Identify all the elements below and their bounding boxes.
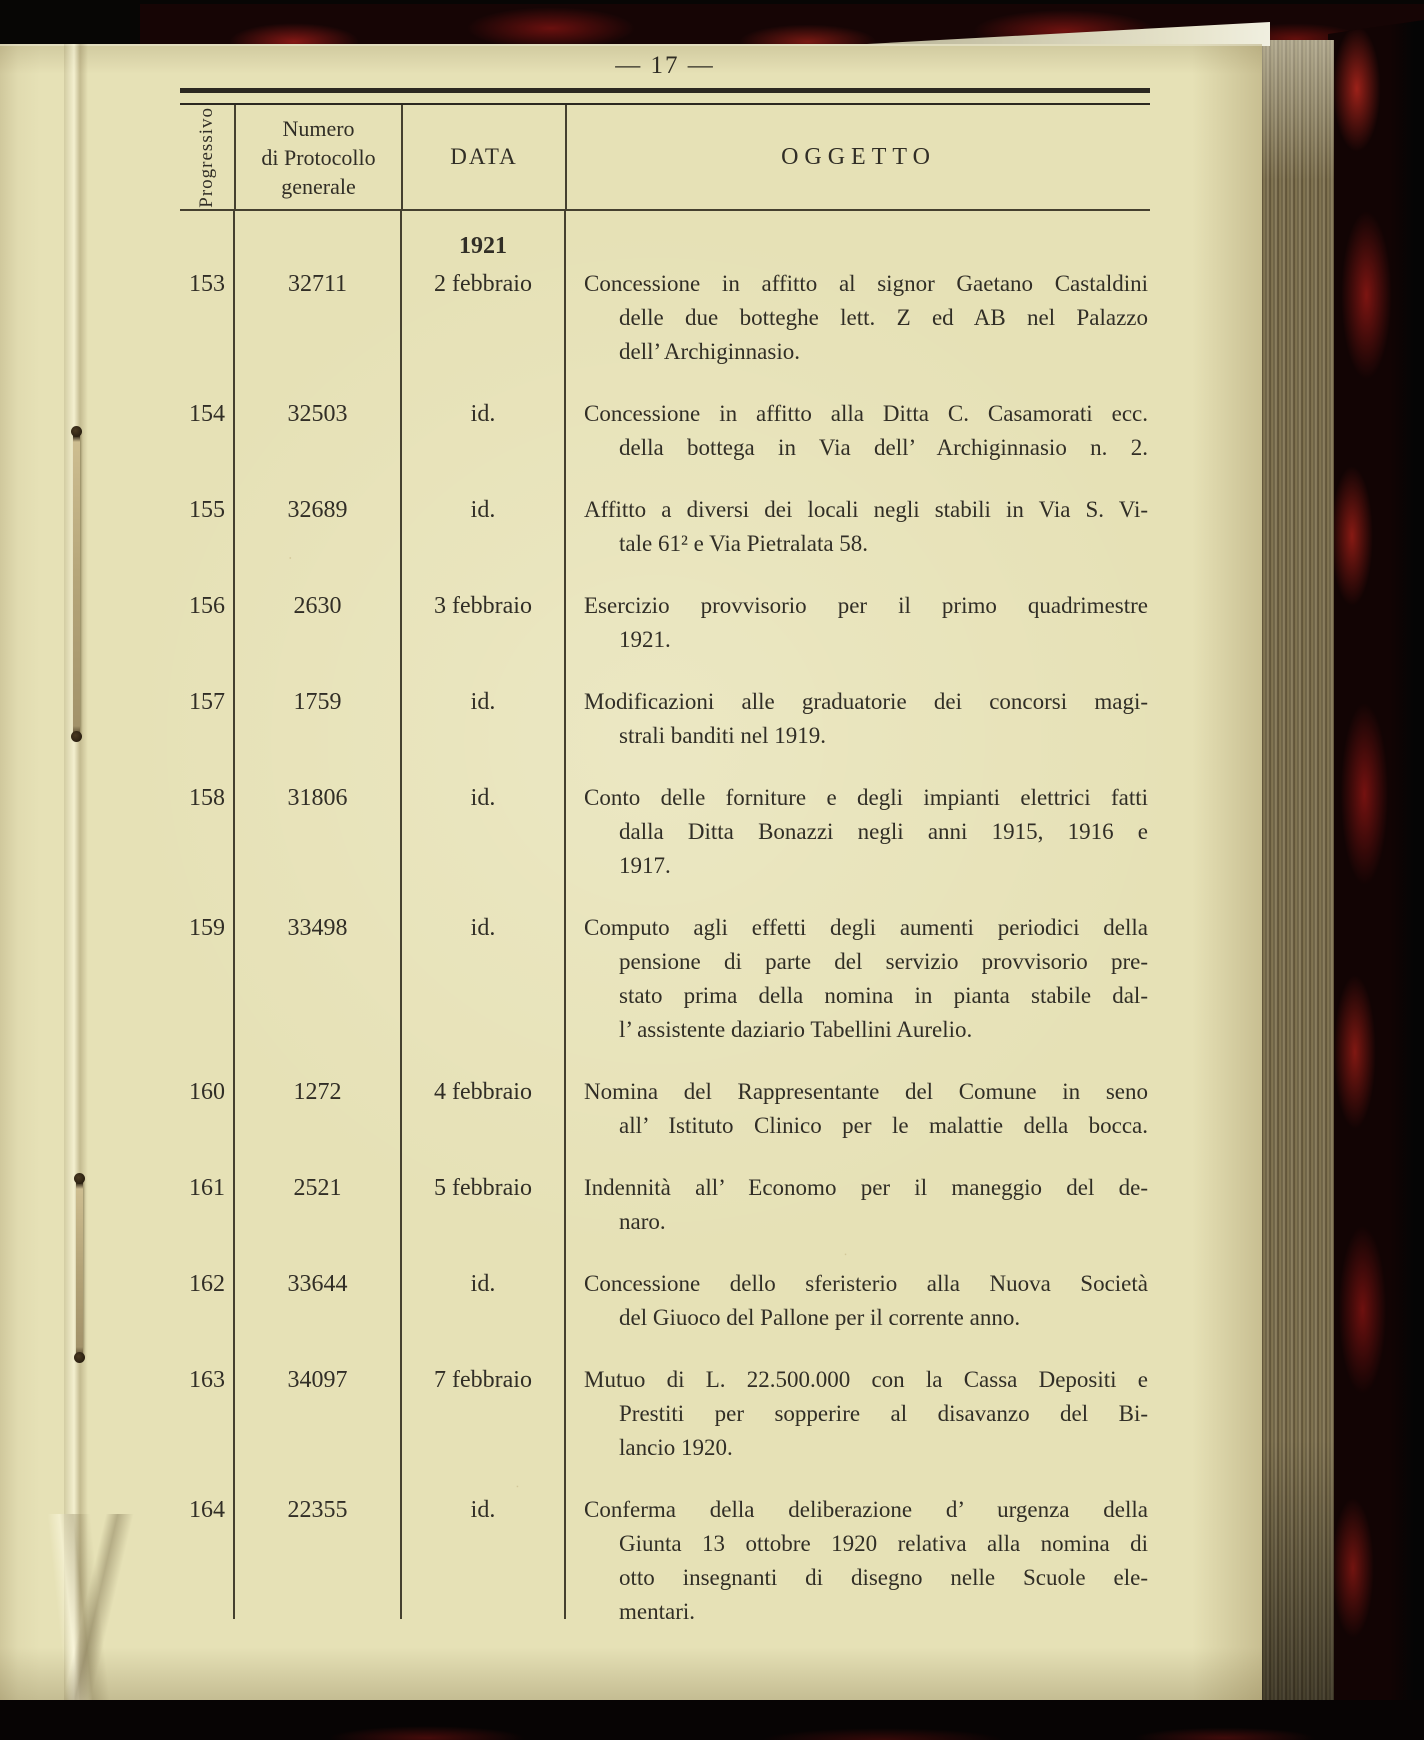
oggetto-line: lancio 1920. (619, 1435, 733, 1460)
cell-progressivo: 154 (189, 401, 225, 427)
binding-crease (64, 44, 90, 1702)
oggetto-line: Concessione in affitto al signor Gaetano Castaldini (584, 271, 1148, 296)
cell-oggetto (565, 1075, 1150, 1143)
rows-container (180, 267, 1150, 1629)
oggetto-line: della bottega in Via dell’ Archiginnasio n. 2. (619, 435, 1148, 460)
table-row (180, 911, 1150, 1047)
table-row (180, 493, 1150, 561)
cell-data: id. (470, 689, 496, 715)
header-protocollo (234, 105, 401, 209)
year-heading-row (180, 229, 1150, 263)
header-protocollo-line: Numero (282, 115, 355, 141)
oggetto-line: mentari. (619, 1599, 695, 1624)
cell-data: 4 febbraio (434, 1079, 532, 1105)
table-row (180, 685, 1150, 753)
oggetto-line: l’ assistente daziario Tabellini Aurelio. (619, 1017, 973, 1042)
cell-data: id. (470, 785, 496, 811)
oggetto-line: 1917. (619, 853, 671, 878)
cell-protocollo: 22355 (287, 1497, 348, 1523)
header-data: DATA (401, 105, 565, 209)
cell-protocollo: 32503 (287, 401, 348, 427)
page-stack-fore-edge (1256, 40, 1334, 1700)
oggetto-line: Nomina del Rappresentante del Comune in seno (584, 1079, 1148, 1104)
register-table (180, 88, 1150, 1637)
cell-progressivo: 157 (189, 689, 225, 715)
table-row (180, 1363, 1150, 1465)
cell-progressivo: 156 (189, 593, 225, 619)
oggetto-line: Mutuo di L. 22.500.000 con la Cassa Depositi e (584, 1367, 1148, 1392)
cell-oggetto (565, 493, 1150, 561)
oggetto-line: Concessione in affitto alla Ditta C. Casamorati ecc. (584, 401, 1148, 426)
oggetto-line: pensione di parte del servizio provvisorio pre- (619, 949, 1148, 974)
cell-protocollo: 34097 (287, 1367, 348, 1393)
cell-oggetto (565, 1267, 1150, 1335)
oggetto-line: stato prima della nomina in pianta stabile dal- (619, 983, 1148, 1008)
table-row (180, 1075, 1150, 1143)
cell-data: 3 febbraio (434, 593, 532, 619)
header-protocollo-line: generale (281, 173, 356, 199)
cell-protocollo: 2521 (293, 1175, 342, 1201)
oggetto-line: delle due botteghe lett. Z ed AB nel Palazzo (619, 305, 1148, 330)
cell-protocollo: 2630 (293, 593, 342, 619)
cell-progressivo: 161 (189, 1175, 225, 1201)
table-row (180, 1171, 1150, 1239)
cell-data: 7 febbraio (434, 1367, 532, 1393)
cell-protocollo: 1272 (293, 1079, 342, 1105)
header-progressivo: Progressivo (196, 106, 217, 208)
cell-progressivo: 162 (189, 1271, 225, 1297)
cell-oggetto (565, 1363, 1150, 1465)
binding-stitch-lower (76, 1177, 83, 1359)
cell-progressivo: 163 (189, 1367, 225, 1393)
table-row (180, 397, 1150, 465)
cell-oggetto (565, 589, 1150, 657)
column-separator-1 (233, 211, 235, 1619)
table-header (180, 105, 1150, 211)
table-row (180, 1267, 1150, 1335)
book-cover-right-board (1328, 20, 1424, 1740)
cell-protocollo: 31806 (287, 785, 348, 811)
cell-progressivo: 158 (189, 785, 225, 811)
cell-protocollo: 1759 (293, 689, 342, 715)
page-number: — 17 — (615, 52, 715, 79)
cell-protocollo: 33644 (287, 1271, 348, 1297)
cell-data: id. (470, 1497, 496, 1523)
book-cover-bottom-edge (0, 1700, 1424, 1740)
cell-oggetto (565, 267, 1150, 369)
oggetto-line: Indennità all’ Economo per il maneggio del de- (584, 1175, 1148, 1200)
table-top-rule (180, 88, 1150, 105)
cell-progressivo: 160 (189, 1079, 225, 1105)
cell-progressivo: 155 (189, 497, 225, 523)
oggetto-line: Affitto a diversi dei locali negli stabili in Via S. Vi- (584, 497, 1148, 522)
page-corner-fold-shadow (18, 1514, 168, 1729)
cell-data: 2 febbraio (434, 271, 532, 297)
cell-data: 5 febbraio (434, 1175, 532, 1201)
oggetto-line: Modificazioni alle graduatorie dei concorsi magi- (584, 689, 1148, 714)
table-row (180, 781, 1150, 883)
oggetto-line: all’ Istituto Clinico per le malattie della bocca. (619, 1113, 1148, 1138)
oggetto-line: del Giuoco del Pallone per il corrente anno. (619, 1305, 1021, 1330)
oggetto-line: dell’ Archiginnasio. (619, 339, 800, 364)
oggetto-line: otto insegnanti di disegno nelle Scuole ele- (619, 1565, 1148, 1590)
oggetto-line: Conferma della deliberazione d’ urgenza della (584, 1497, 1148, 1522)
header-protocollo-line: di Protocollo (261, 144, 376, 170)
cell-data: id. (470, 1271, 496, 1297)
cell-progressivo: 153 (189, 271, 225, 297)
oggetto-line: tale 61² e Via Pietralata 58. (619, 531, 869, 556)
oggetto-line: Computo agli effetti degli aumenti periodici della (584, 915, 1148, 940)
oggetto-line: naro. (619, 1209, 666, 1234)
year-heading: 1921 (459, 233, 507, 259)
cell-data: id. (470, 497, 496, 523)
oggetto-line: Giunta 13 ottobre 1920 relativa alla nomina di (619, 1531, 1148, 1556)
binding-stitch-upper (73, 430, 80, 738)
cell-progressivo: 164 (189, 1497, 225, 1523)
table-row (180, 589, 1150, 657)
cell-oggetto (565, 685, 1150, 753)
table-row (180, 1493, 1150, 1629)
oggetto-line: Conto delle forniture e degli impianti elettrici fatti (584, 785, 1148, 810)
oggetto-line: strali banditi nel 1919. (619, 723, 826, 748)
cell-progressivo: 159 (189, 915, 225, 941)
cell-oggetto (565, 781, 1150, 883)
cell-protocollo: 33498 (287, 915, 348, 941)
table-row (180, 267, 1150, 369)
table-body (180, 211, 1150, 1637)
cell-protocollo: 32689 (287, 497, 348, 523)
cell-data: id. (470, 915, 496, 941)
oggetto-line: dalla Ditta Bonazzi negli anni 1915, 1916 e (619, 819, 1148, 844)
cell-protocollo: 32711 (287, 271, 348, 297)
cell-oggetto (565, 1493, 1150, 1629)
column-separator-3 (564, 211, 566, 1619)
oggetto-line: Prestiti per sopperire al disavanzo del Bi- (619, 1401, 1148, 1426)
header-oggetto: OGGETTO (565, 105, 1150, 209)
cell-data: id. (470, 401, 496, 427)
oggetto-line: Concessione dello sferisterio alla Nuova Società (584, 1271, 1148, 1296)
oggetto-line: Esercizio provvisorio per il primo quadrimestre (584, 593, 1148, 618)
cell-oggetto (565, 1171, 1150, 1239)
oggetto-line: 1921. (619, 627, 671, 652)
register-page (0, 44, 1262, 1702)
cell-oggetto (565, 911, 1150, 1047)
column-separator-2 (400, 211, 402, 1619)
cell-oggetto (565, 397, 1150, 465)
